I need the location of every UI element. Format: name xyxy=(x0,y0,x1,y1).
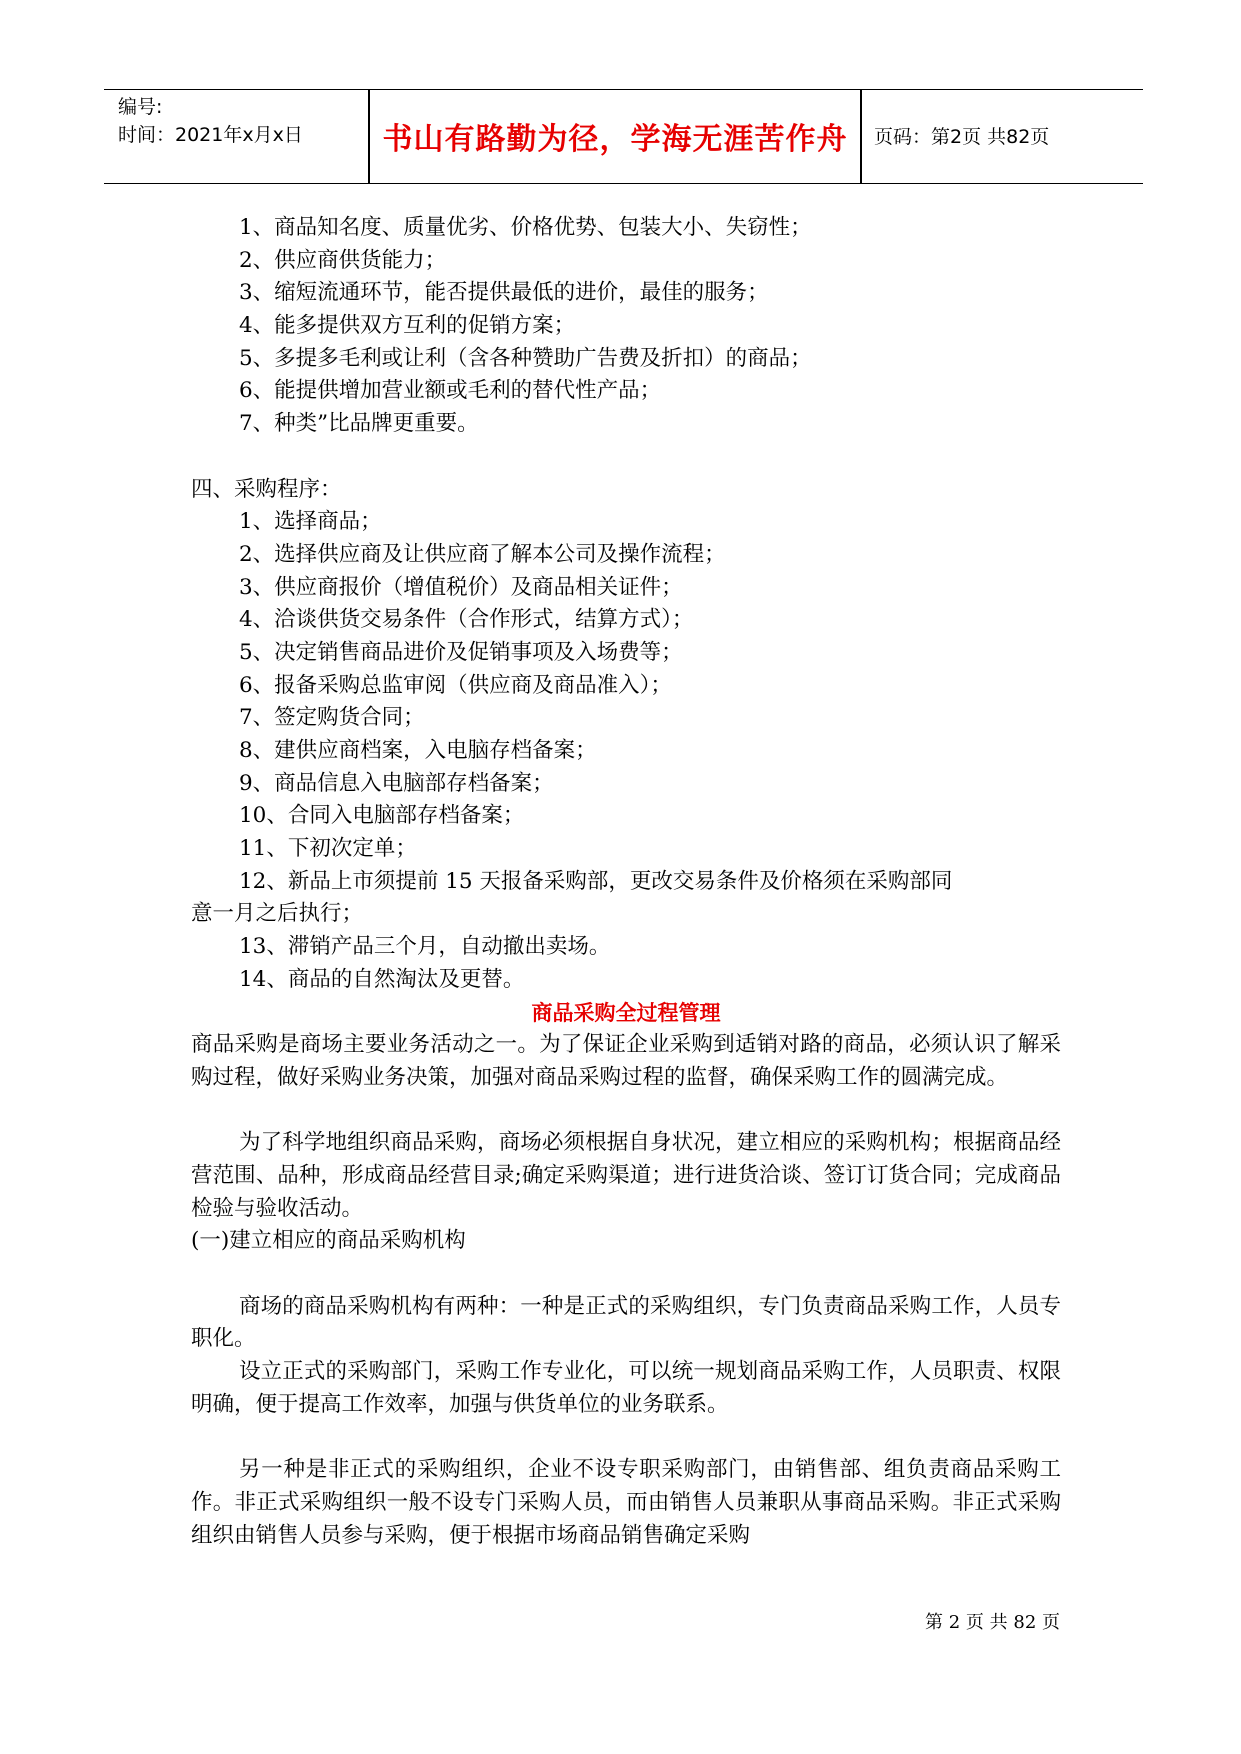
list-item: 1、商品知名度、质量优劣、价格优势、包装大小、失窃性； xyxy=(239,215,812,240)
list-item: 6、能提供增加营业额或毛利的替代性产品； xyxy=(239,378,662,404)
paragraph: 商场的商品采购机构有两种：一种是正式的采购组织，专门负责商品采购工作，人员专职化。 xyxy=(191,1293,1061,1352)
header-page-info: 页码：第2页 共82页 xyxy=(874,126,1050,148)
page-footer: 第 2 页 共 82 页 xyxy=(925,1612,1060,1633)
list-item: 7、种类”比品牌更重要。 xyxy=(239,411,479,437)
header-number-label: 编号: xyxy=(118,96,163,118)
section-heading: 四、采购程序： xyxy=(191,476,342,502)
list-item: 14、商品的自然淘汰及更替。 xyxy=(239,966,525,992)
list-item: 6、报备采购总监审阅（供应商及商品准入）； xyxy=(239,672,672,698)
document-body xyxy=(191,212,1061,1552)
list-item-12-line1: 12、新品上市须提前 15 天报备采购部，更改交易条件及价格须在采购部同 xyxy=(239,868,953,894)
list-item: 4、洽谈供货交易条件（合作形式，结算方式）； xyxy=(239,607,694,633)
list-item: 2、供应商供货能力； xyxy=(239,247,447,273)
list-item: 8、建供应商档案，入电脑存档备案； xyxy=(239,738,597,763)
paragraph: 为了科学地组织商品采购，商场必须根据自身状况，建立相应的采购机构；根据商品经营范围、品种，形成商品经营目录;确定采购渠道；进行进货洽谈、签订订货合同；完成商品检验与验收活动。 xyxy=(191,1130,1061,1221)
list-item: 9、商品信息入电脑部存档备案； xyxy=(239,770,554,796)
list-item: 4、能多提供双方互利的促销方案； xyxy=(239,313,576,339)
list-item: 11、下初次定单； xyxy=(239,836,417,862)
list-item: 3、供应商报价（增值税价）及商品相关证件； xyxy=(239,574,683,600)
list-item: 1、选择商品； xyxy=(239,509,382,535)
list-item: 3、缩短流通环节，能否提供最低的进价，最佳的服务； xyxy=(239,280,769,306)
header-motto: 书山有路勤为径，学海无涯苦作舟 xyxy=(382,122,848,157)
red-heading: 商品采购全过程管理 xyxy=(531,1000,721,1025)
header-divider-right xyxy=(860,90,862,183)
list-item: 7、签定购货合同； xyxy=(239,705,425,731)
list-item: 2、选择供应商及让供应商了解本公司及操作流程； xyxy=(239,541,726,567)
list-item-12-line2: 意一月之后执行； xyxy=(191,901,364,927)
header-time-label: 时间：2021年x月x日 xyxy=(118,124,303,146)
subheading: (一)建立相应的商品采购机构 xyxy=(191,1228,466,1254)
list-item: 5、决定销售商品进价及促销事项及入场费等； xyxy=(239,639,683,665)
paragraph: 另一种是非正式的采购组织，企业不设专职采购部门，由销售部、组负责商品采购工作。非正式采购组织一般不设专门采购人员，而由销售人员兼职从事商品采购。非正式采购组织由销售人员参与采购，便于根据市场商品销售确定采购 xyxy=(191,1457,1061,1548)
header-left-cell xyxy=(118,93,364,149)
list-item: 13、滞销产品三个月，自动撤出卖场。 xyxy=(239,934,611,960)
list-item: 10、合同入电脑部存档备案； xyxy=(239,803,525,829)
paragraph: 设立正式的采购部门，采购工作专业化，可以统一规划商品采购工作，人员职责、权限明确，便于提高工作效率，加强与供货单位的业务联系。 xyxy=(191,1359,1061,1417)
list-item: 5、多提多毛利或让利（含各种赞助广告费及折扣）的商品； xyxy=(239,345,812,371)
paragraph: 商品采购是商场主要业务活动之一。为了保证企业采购到适销对路的商品，必须认识了解采购过程，做好采购业务决策，加强对商品采购过程的监督，确保采购工作的圆满完成。 xyxy=(191,1032,1061,1090)
page-header xyxy=(104,89,1143,184)
